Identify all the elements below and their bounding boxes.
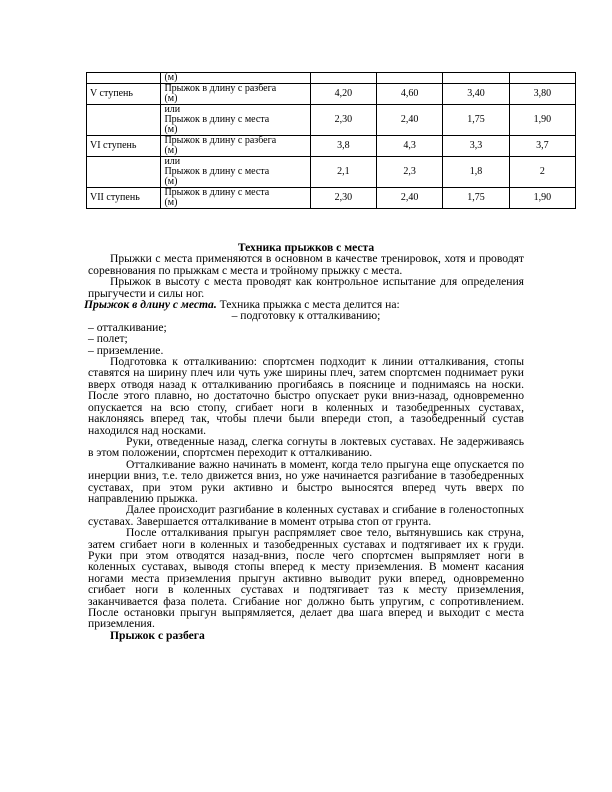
norms-table <box>86 72 576 209</box>
value-cell: 2 <box>509 157 575 188</box>
value-cell: 4,20 <box>310 84 376 105</box>
exercise-line: Прыжок в длину с места <box>164 187 270 198</box>
exercise-cell <box>161 84 310 105</box>
stage-cell <box>87 73 161 84</box>
value-cell: 3,40 <box>443 84 509 105</box>
standing-long-jump-title: Прыжок в длину с места. <box>84 298 217 312</box>
value-cell: 3,3 <box>443 136 509 157</box>
stage-cell <box>87 157 161 188</box>
table-row <box>87 157 576 188</box>
value-cell <box>310 73 376 84</box>
exercise-cell <box>161 188 310 209</box>
stage-cell: V ступень <box>87 84 161 105</box>
value-cell: 2,1 <box>310 157 376 188</box>
paragraph-7: Далее происходит разгибание в коленных суставах и сгибание в голеностопных суставах. Завершается отталкивание в момент отрыва стоп от грунта. <box>88 503 524 528</box>
exercise-line: Прыжок в длину с места <box>164 114 270 125</box>
paragraph-4: Подготовка к отталкиванию: спортсмен подходит к линии отталкивания, стопы ставятся на ширину плеч или чуть уже ширины плеч, затем спортсмен поднимает руки вверх отводя назад к отталкиванию прогибаясь в пояснице и поднимаясь на носки. После этого плавно, но достаточно быстро опускает руки вниз-назад, одновременно опускается на всю стопу, сгибает ноги в коленных и тазобедренных суставах, наклоняясь вперед так, чтобы плечи были впереди стоп, а тазобедренный сустав находился над носками. <box>88 355 524 437</box>
table-row <box>87 73 576 84</box>
list-item-4: – приземление. <box>88 343 164 357</box>
exercise-line: Прыжок в длину с места <box>164 166 270 177</box>
value-cell: 1,90 <box>509 105 575 136</box>
table-row <box>87 84 576 105</box>
exercise-line: Прыжок в длину с разбега <box>164 135 277 146</box>
value-cell: 2,30 <box>310 105 376 136</box>
value-cell <box>509 73 575 84</box>
value-cell <box>443 73 509 84</box>
body-text <box>84 241 524 642</box>
value-cell: 2,30 <box>310 188 376 209</box>
exercise-line: (м) <box>164 145 178 156</box>
exercise-cell <box>161 105 310 136</box>
value-cell: 3,80 <box>509 84 575 105</box>
value-cell: 3,8 <box>310 136 376 157</box>
list-item-3: – полет; <box>88 332 128 346</box>
exercise-line: или <box>164 156 181 167</box>
paragraph-1: Прыжки с места применяются в основном в качестве тренировок, хотя и проводят соревнования по прыжкам с места и тройному прыжку с места. <box>88 252 524 277</box>
subsection-heading: Прыжок с разбега <box>110 628 205 642</box>
table-row <box>87 136 576 157</box>
value-cell: 1,75 <box>443 105 509 136</box>
value-cell: 2,40 <box>377 188 443 209</box>
value-cell: 4,60 <box>377 84 443 105</box>
exercise-cell <box>161 136 310 157</box>
stage-cell: VI ступень <box>87 136 161 157</box>
value-cell <box>377 73 443 84</box>
paragraph-5: Руки, отведенные назад, слегка согнуты в локтевых суставах. Не задерживаясь в этом положении, спортсмен переходит к отталкиванию. <box>88 434 524 460</box>
value-cell: 3,7 <box>509 136 575 157</box>
paragraph-2: Прыжок в высоту с места проводят как контрольное испытание для определения прыгучести и силы ног. <box>88 275 524 300</box>
exercise-line: (м) <box>164 93 178 104</box>
stage-cell: VII ступень <box>87 188 161 209</box>
list-item-2: – отталкивание; <box>88 320 167 334</box>
table-row <box>87 105 576 136</box>
list-item-1: – подготовку к отталкиванию; <box>231 309 381 323</box>
exercise-cell <box>161 157 310 188</box>
value-cell: 1,8 <box>443 157 509 188</box>
exercise-line: или <box>164 104 181 115</box>
paragraph-8: После отталкивания прыгун распрямляет свое тело, вытянувшись как струна, затем сгибает ноги в коленных и тазобедренных суставах и подтягивает их к груди. Руки при этом отводятся назад-вниз, после чего спортсмен выпрямляет ноги в коленных суставах, выводя стопы вперед к месту приземления. В момент касания ногами места приземления прыгун активно выводит руки вперед, одновременно сгибает ноги в коленных суставах и подтягивает таз к месту приземления, заканчивается фаза полета. Сгибание ног должно быть упругим, с сопротивлением. После остановки прыгун выпрямляется, делает два шага вперед и выходит с места приземления. <box>88 526 524 631</box>
value-cell: 1,90 <box>509 188 575 209</box>
paragraph-6: Отталкивание важно начинать в момент, когда тело прыгуна еще опускается по инерции вниз, т.е. тело движется вниз, но уже начинается разгибание в тазобедренных суставах, при этом руки активно и быстро выносятся вперед чуть вверх по направлению прыжка. <box>88 457 524 505</box>
exercise-line: Прыжок в длину с разбега <box>164 83 277 94</box>
exercise-line: (м) <box>164 72 178 83</box>
section-heading: Техника прыжков с места <box>237 241 375 254</box>
value-cell: 1,75 <box>443 188 509 209</box>
stage-cell <box>87 105 161 136</box>
paragraph-3-rest: Техника прыжка с места делится на: <box>216 298 400 312</box>
exercise-line: (м) <box>164 176 178 187</box>
exercise-cell <box>161 73 310 84</box>
table-row <box>87 188 576 209</box>
exercise-line: (м) <box>164 124 178 135</box>
value-cell: 4,3 <box>377 136 443 157</box>
value-cell: 2,40 <box>377 105 443 136</box>
exercise-line: (м) <box>164 197 178 208</box>
norms-table-body <box>87 73 576 209</box>
value-cell: 2,3 <box>377 157 443 188</box>
